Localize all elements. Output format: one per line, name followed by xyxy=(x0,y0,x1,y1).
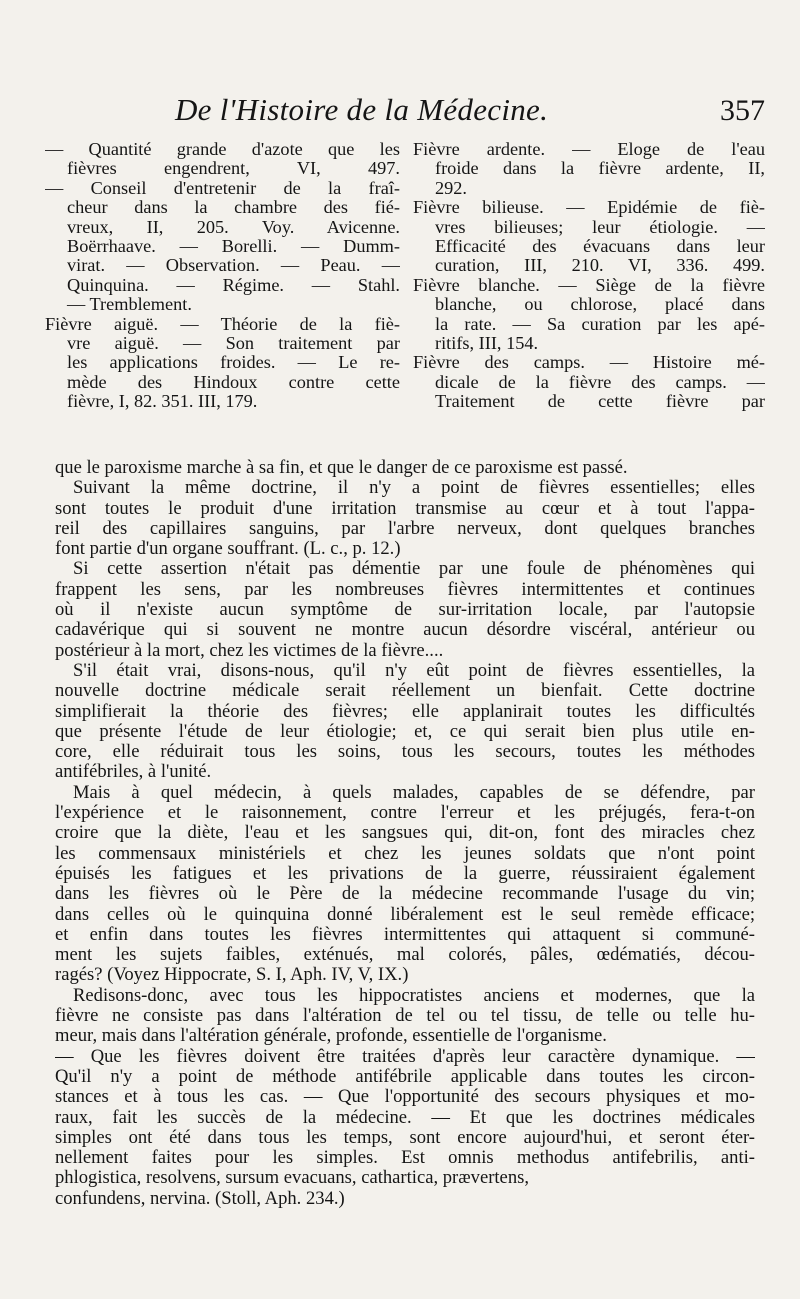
index-line: vreux, II, 205. Voy. Avicenne. xyxy=(67,217,400,237)
body-line: phlogistica, resolvens, sursum evacuans, cathartica, prævertens, xyxy=(55,1168,529,1189)
index-line: vres bilieuses; leur étiologie. — xyxy=(435,217,765,237)
body-line: fièvre ne consiste pas dans l'altération de tel ou tel tissu, de telle ou telle hu- xyxy=(55,1006,755,1027)
index-line: dicale de la fièvre des camps. — xyxy=(435,372,765,392)
body-line: les commensaux ministériels et chez les jeunes soldats que n'ont point xyxy=(55,843,755,864)
index-line: fièvres engendrent, VI, 497. xyxy=(67,159,400,179)
index-line: ritifs, III, 154. xyxy=(435,333,539,353)
index-line: blanche, ou chlorose, placé dans xyxy=(435,295,765,315)
index-line: cheur dans la chambre des fié- xyxy=(67,198,400,218)
index-line: Boërrhaave. — Borelli. — Dumm- xyxy=(67,236,400,256)
body-line: ment les sujets faibles, exténués, mal colorés, pâles, œdématiés, décou- xyxy=(55,945,755,966)
body-line: croire que la diète, l'eau et les sangsues qui, dit-on, font des miracles chez xyxy=(55,823,755,844)
index-line: Fièvre blanche. — Siège de la fièvre xyxy=(413,275,765,295)
body-line: S'il était vrai, disons-nous, qu'il n'y eût point de fièvres essentielles, la xyxy=(73,660,755,681)
body-line: où il n'existe aucun symptôme de sur-irritation locale, par l'autopsie xyxy=(55,600,755,621)
body-line: core, elle réduirait tous les soins, tous les secours, toutes les méthodes xyxy=(55,742,755,763)
body-line: dans celles où le quinquina donné libéralement est le seul remède efficace; xyxy=(55,904,755,925)
index-line: fièvre, I, 82. 351. III, 179. xyxy=(67,392,258,412)
body-line: Qu'il n'y a point de méthode antifébrile applicable dans toutes les circon- xyxy=(55,1066,755,1087)
body-line: Mais à quel médecin, à quels malades, capables de se défendre, par xyxy=(73,782,755,803)
body-line: simples ont été dans tous les temps, sont encore aujourd'hui, et seront éter- xyxy=(55,1127,755,1148)
index-line: curation, III, 210. VI, 336. 499. xyxy=(435,256,765,276)
index-line: virat. — Observation. — Peau. — xyxy=(67,256,400,276)
index-line: Fièvre ardente. — Eloge de l'eau xyxy=(413,140,765,159)
body-text xyxy=(55,458,755,1209)
page-number: 357 xyxy=(720,94,765,127)
index-line: la rate. — Sa curation par les apé- xyxy=(435,314,765,334)
index-columns xyxy=(45,140,765,448)
body-line: dans les fièvres où le Père de la médecine recommande l'usage du vin; xyxy=(55,884,755,905)
index-line: mède des Hindoux contre cette xyxy=(67,372,400,392)
body-line: meur, mais dans l'altération générale, profonde, essentielle de l'organisme. xyxy=(55,1026,607,1047)
body-line: stances et à tous les cas. — Que l'opportunité des secours physiques et mo- xyxy=(55,1087,755,1108)
body-line: raux, fait les succès de la médecine. — Et que les doctrines médicales xyxy=(55,1107,755,1128)
index-line: — Conseil d'entretenir de la fraî- xyxy=(45,178,400,198)
body-line: Suivant la même doctrine, il n'y a point de fièvres essentielles; elles xyxy=(73,478,755,499)
index-line: Quinquina. — Régime. — Stahl. xyxy=(67,275,400,295)
index-column-right xyxy=(413,140,765,411)
body-line: que le paroxisme marche à sa fin, et que le danger de ce paroxisme est passé. xyxy=(55,458,628,478)
body-line: antifébriles, à l'unité. xyxy=(55,762,212,783)
index-line: froide dans la fièvre ardente, II, xyxy=(435,159,765,179)
body-line: épuisés les fatigues et les privations de la guerre, réussiraient également xyxy=(55,863,755,884)
body-line: — Que les fièvres doivent être traitées d'après leur caractère dynamique. — xyxy=(55,1046,755,1067)
index-line: Fièvre bilieuse. — Epidémie de fiè- xyxy=(413,198,765,218)
index-line: Efficacité des évacuans dans leur xyxy=(435,236,765,256)
index-line: Traitement de cette fièvre par xyxy=(435,392,765,412)
index-line: 292. xyxy=(435,178,467,198)
body-line: que présente l'étude de leur étiologie; et, ce qui serait bien plus utile en- xyxy=(55,721,755,742)
body-line: confundens, nervina. (Stoll, Aph. 234.) xyxy=(55,1188,345,1209)
body-line: sont toutes le produit d'une irritation transmise au cœur et à tout l'appa- xyxy=(55,498,755,519)
index-line: Fièvre aiguë. — Théorie de la fiè- xyxy=(45,314,400,334)
index-line: vre aiguë. — Son traitement par xyxy=(67,333,400,353)
body-line: et enfin dans toutes les fièvres intermittentes qui attaquent si communé- xyxy=(55,924,755,945)
body-line: cadavérique qui si souvent ne montre aucun désordre viscéral, antérieur ou xyxy=(55,620,755,641)
running-head xyxy=(175,92,765,136)
body-line: nellement faites pour les simples. Est omnis methodus antifebrilis, anti- xyxy=(55,1148,755,1169)
body-line: simplifierait la théorie des fièvres; elle applanirait toutes les difficultés xyxy=(55,701,755,722)
body-line: reil des capillaires sanguins, par l'arbre nerveux, dont quelques branches xyxy=(55,518,755,539)
body-line: font partie d'un organe souffrant. (L. c., p. 12.) xyxy=(55,539,401,560)
body-line: postérieur à la mort, chez les victimes de la fièvre.... xyxy=(55,640,444,661)
body-line: l'expérience et le raisonnement, contre l'erreur et les préjugés, fera-t-on xyxy=(55,803,755,824)
body-line: Redisons-donc, avec tous les hippocratistes anciens et modernes, que la xyxy=(73,985,755,1006)
index-line: Fièvre des camps. — Histoire mé- xyxy=(413,353,765,373)
body-line: frappent les sens, par les nombreuses fièvres intermittentes et continues xyxy=(55,579,755,600)
index-column-left xyxy=(45,140,400,411)
body-line: Si cette assertion n'était pas démentie par une foule de phénomènes qui xyxy=(73,559,755,580)
body-line: nouvelle doctrine médicale serait réellement un bienfait. Cette doctrine xyxy=(55,681,755,702)
index-line: — Quantité grande d'azote que les xyxy=(45,140,400,159)
index-line: — Tremblement. xyxy=(67,295,192,315)
body-line: ragés? (Voyez Hippocrate, S. I, Aph. IV, V, IX.) xyxy=(55,965,409,986)
index-line: les applications froides. — Le re- xyxy=(67,353,400,373)
running-title: De l'Histoire de la Médecine. xyxy=(175,92,549,127)
